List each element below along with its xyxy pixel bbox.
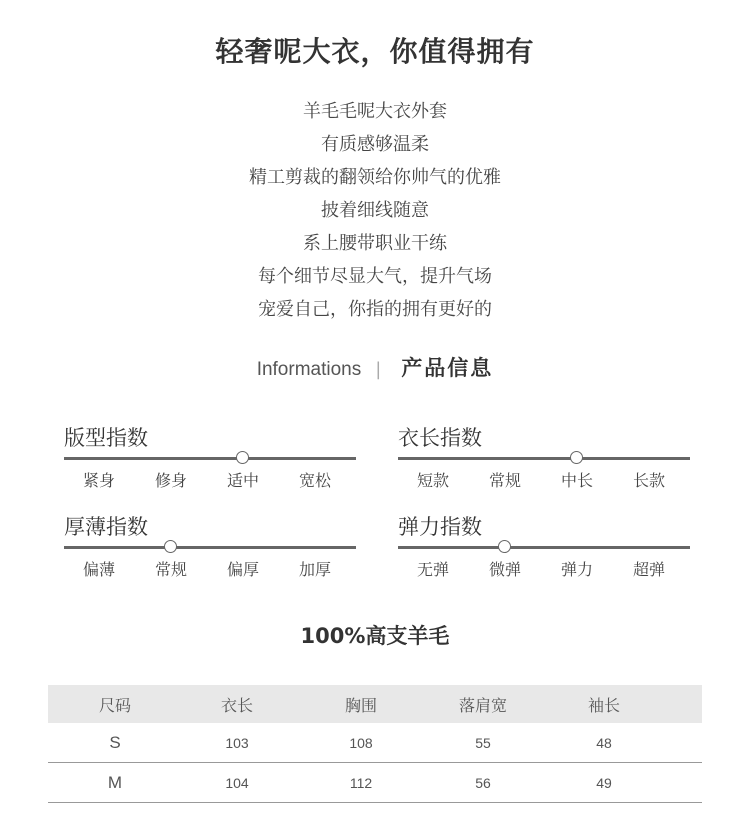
- index-label: 弹力: [560, 560, 593, 579]
- table-header-row: [48, 685, 702, 723]
- index-track: [64, 457, 356, 460]
- index-label: 宽松: [298, 471, 331, 490]
- index-labels: [398, 468, 690, 488]
- description-line: 宠爱自己，你指的拥有更好的: [258, 299, 492, 320]
- index-title: 版型指数: [64, 426, 148, 450]
- index-label: 偏薄: [82, 560, 115, 579]
- info-header: [0, 352, 750, 382]
- index-label: 常规: [154, 560, 187, 579]
- page-title: 轻奢呢大衣，你值得拥有: [215, 35, 535, 68]
- table-row: [48, 723, 702, 763]
- index-label: 超弹: [632, 560, 665, 579]
- table-cell: 48: [536, 723, 672, 763]
- table-cell: 103: [182, 723, 292, 763]
- table-header-cell: 尺码: [48, 685, 182, 723]
- table-header-cell: 胸围: [292, 685, 430, 723]
- info-header-zh: 产品信息: [401, 356, 494, 380]
- table-cell: 55: [430, 723, 536, 763]
- description-line: 有质感够温柔: [321, 134, 429, 155]
- table-cell: M: [48, 763, 182, 803]
- index-track: [398, 457, 690, 460]
- info-header-en: Informations: [256, 359, 362, 380]
- index-length: [398, 425, 690, 488]
- material-heading: 100%高支羊毛: [300, 624, 450, 648]
- index-knob: [236, 451, 249, 464]
- index-knob: [498, 540, 511, 553]
- description-line: 每个细节尽显大气，提升气场: [258, 266, 492, 287]
- index-label: 无弹: [416, 560, 449, 579]
- index-title: 弹力指数: [398, 515, 482, 539]
- table-cell: 104: [182, 763, 292, 803]
- description-line: 羊毛毛呢大衣外套: [303, 101, 447, 122]
- table-header-cell: [672, 685, 702, 723]
- table-cell: 108: [292, 723, 430, 763]
- table-cell: [672, 763, 702, 803]
- index-elasticity: [398, 514, 690, 577]
- description-line: 系上腰带职业干练: [303, 233, 447, 254]
- index-labels: [64, 557, 356, 577]
- index-track: [398, 546, 690, 549]
- index-knob: [570, 451, 583, 464]
- index-label: 偏厚: [226, 560, 259, 579]
- table-cell: 56: [430, 763, 536, 803]
- index-title: 厚薄指数: [64, 515, 148, 539]
- index-fit: [64, 425, 356, 488]
- index-knob: [164, 540, 177, 553]
- index-label: 短款: [416, 471, 449, 490]
- table-header-cell: 袖长: [536, 685, 672, 723]
- index-title: 衣长指数: [398, 426, 482, 450]
- index-labels: [398, 557, 690, 577]
- description-line: 精工剪裁的翻领给你帅气的优雅: [249, 167, 501, 188]
- table-cell: 49: [536, 763, 672, 803]
- index-thickness: [64, 514, 356, 577]
- index-labels: [64, 468, 356, 488]
- table-cell: 112: [292, 763, 430, 803]
- index-label: 修身: [154, 471, 187, 490]
- index-track: [64, 546, 356, 549]
- table-header-cell: 衣长: [182, 685, 292, 723]
- description-line: 披着细线随意: [321, 200, 429, 221]
- index-label: 中长: [560, 471, 593, 490]
- table-header-cell: 落肩宽: [430, 685, 536, 723]
- index-label: 常规: [488, 471, 521, 490]
- table-cell: [672, 723, 702, 763]
- table-cell: S: [48, 723, 182, 763]
- size-table: [48, 685, 702, 803]
- info-header-separator: |: [375, 359, 382, 380]
- index-label: 紧身: [82, 471, 115, 490]
- index-label: 适中: [226, 471, 259, 490]
- index-label: 加厚: [298, 560, 331, 579]
- index-label: 微弹: [488, 560, 521, 579]
- table-row: [48, 763, 702, 803]
- index-label: 长款: [632, 471, 665, 490]
- description: [0, 95, 750, 326]
